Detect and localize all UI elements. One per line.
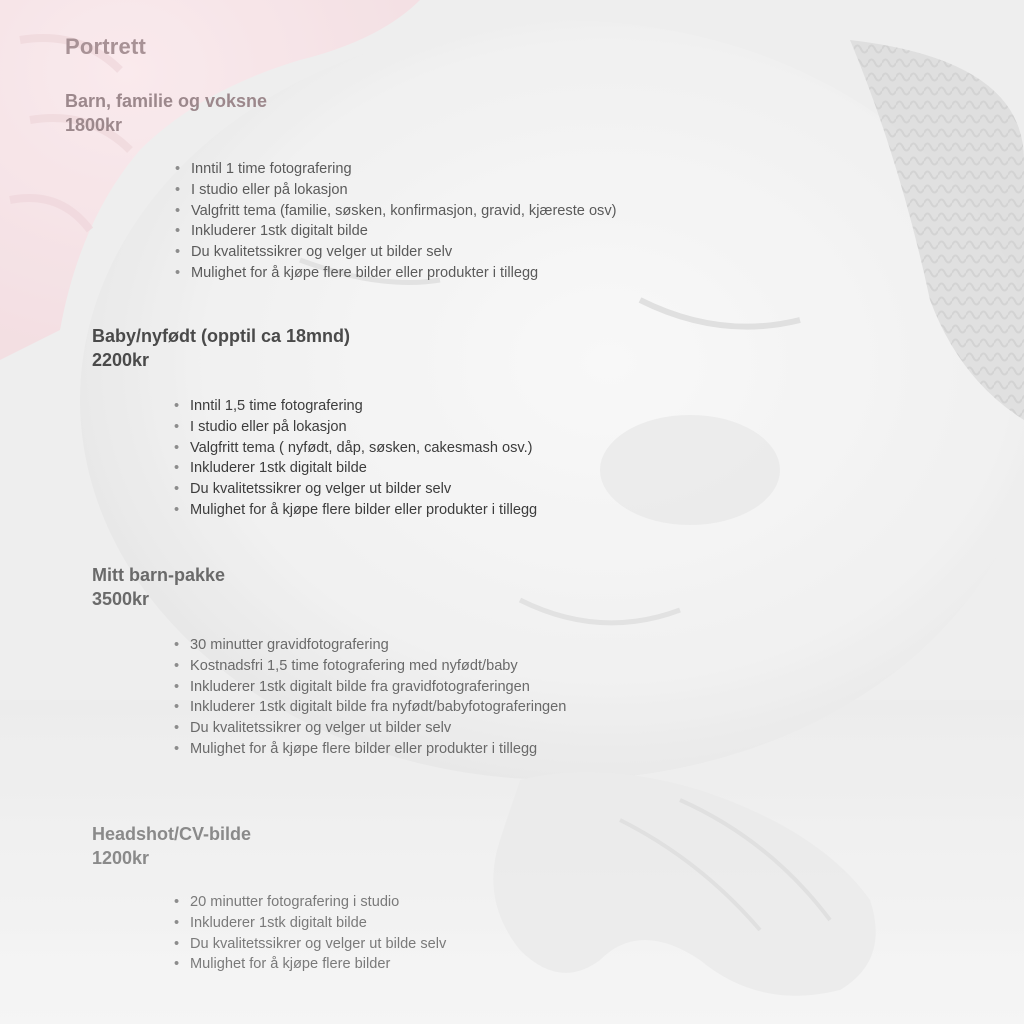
bullet-icon: • [175,181,181,198]
feature-list [174,892,446,975]
package-baby-nyfodt [92,324,538,518]
bullet-icon: • [174,657,180,674]
bullet-icon: • [174,914,180,931]
package-barn-familie-voksne [65,89,617,281]
package-price: 2200kr [92,350,150,370]
list-item: • Mulighet for å kjøpe flere bilder eller produkter i tillegg [174,739,566,760]
bullet-icon: • [174,699,180,716]
bullet-icon: • [174,740,180,757]
package-headshot-cv [92,822,447,973]
bullet-icon: • [175,264,181,281]
package-title: Barn, familie og voksne [65,91,268,111]
list-item: • Mulighet for å kjøpe flere bilder [174,954,446,975]
list-item: • Inkluderer 1stk digitalt bilde fra nyfødt/babyfotograferingen [174,697,566,718]
bullet-icon: • [174,894,180,910]
list-item: • Valgfritt tema ( nyfødt, dåp, søsken, cakesmash osv.) [174,438,537,459]
list-item: • Du kvalitetssikrer og velger ut bilder selv [174,479,537,500]
page-title: Portrett [65,34,147,59]
feature-list [174,635,566,760]
bullet-icon: • [174,637,180,653]
feature-list [175,159,617,284]
list-item: • Du kvalitetssikrer og velger ut bilder selv [175,242,617,263]
bullet-icon: • [175,223,181,240]
package-title: Baby/nyfødt (opptil ca 18mnd) [92,326,351,346]
list-item: • I studio eller på lokasjon [175,180,617,201]
bullet-icon: • [174,481,180,498]
list-item: • Valgfritt tema (familie, søsken, konfirmasjon, gravid, kjæreste osv) [175,201,617,222]
bullet-icon: • [174,720,180,737]
bullet-icon: • [174,398,180,414]
bullet-icon: • [175,244,181,261]
package-price: 1800kr [65,115,123,135]
list-item: • Mulighet for å kjøpe flere bilder eller produkter i tillegg [175,263,617,284]
list-item: • 20 minutter fotografering i studio [174,892,446,913]
bullet-icon: • [174,678,180,695]
list-item: • Mulighet for å kjøpe flere bilder eller produkter i tillegg [174,500,537,521]
list-item: • Inkluderer 1stk digitalt bilde [174,913,446,934]
list-item: • Inkluderer 1stk digitalt bilde fra gravidfotograferingen [174,677,566,698]
list-item: • 30 minutter gravidfotografering [174,635,566,656]
bullet-icon: • [174,418,180,435]
feature-list [174,396,537,521]
bullet-icon: • [174,460,180,477]
list-item: • Inntil 1 time fotografering [175,159,617,180]
package-price: 3500kr [92,589,150,609]
list-item: • Du kvalitetssikrer og velger ut bilder selv [174,718,566,739]
bullet-icon: • [174,501,180,518]
list-item: • Kostnadsfri 1,5 time fotografering med nyfødt/baby [174,656,566,677]
bullet-icon: • [174,956,180,973]
bullet-icon: • [175,202,181,219]
list-item: • Du kvalitetssikrer og velger ut bilde selv [174,934,446,955]
bullet-icon: • [174,439,180,456]
list-item: • I studio eller på lokasjon [174,417,537,438]
package-mitt-barn [92,563,567,757]
package-price: 1200kr [92,848,150,868]
bullet-icon: • [174,935,180,952]
list-item: • Inntil 1,5 time fotografering [174,396,537,417]
package-title: Headshot/CV-bilde [92,824,252,844]
package-title: Mitt barn-pakke [92,565,226,585]
bullet-icon: • [175,161,181,177]
list-item: • Inkluderer 1stk digitalt bilde [175,221,617,242]
list-item: • Inkluderer 1stk digitalt bilde [174,458,537,479]
